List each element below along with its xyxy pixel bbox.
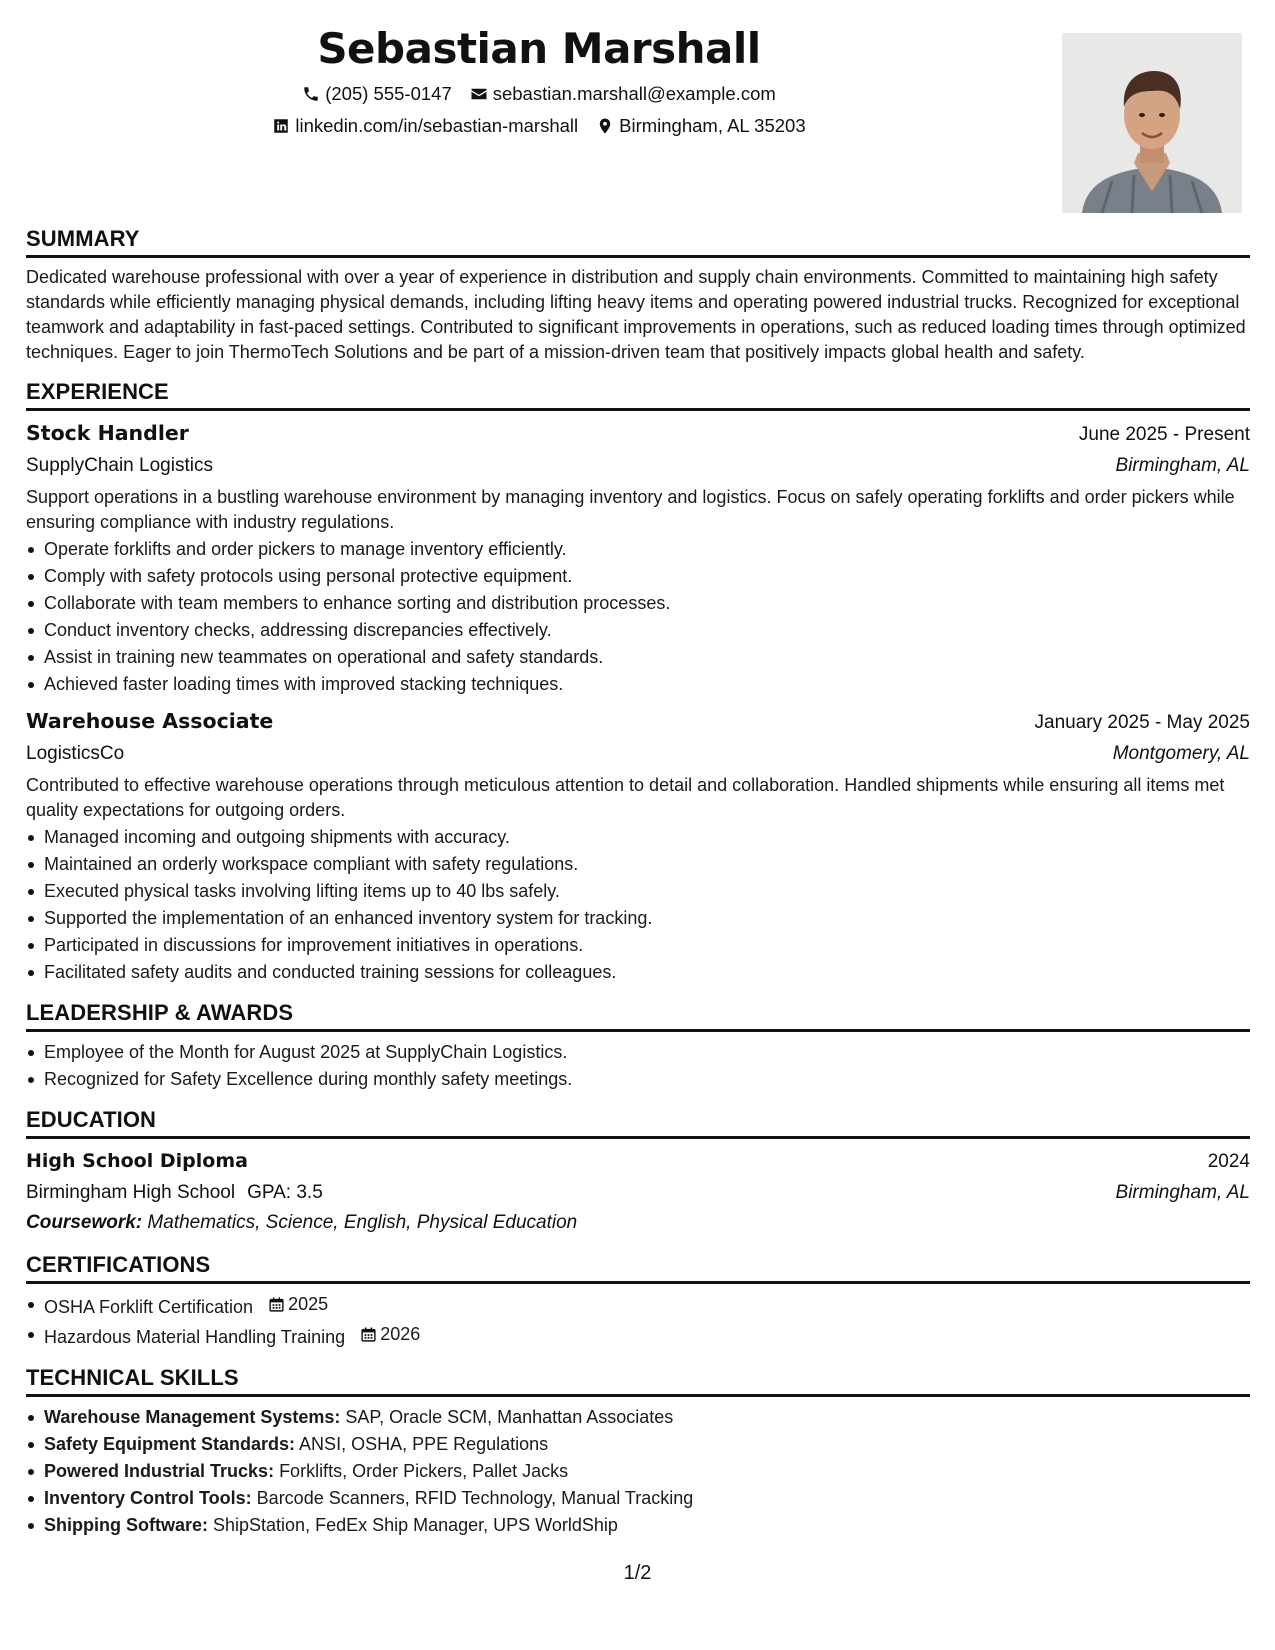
education-heading: EDUCATION	[26, 1105, 1250, 1139]
skill-value: SAP, Oracle SCM, Manhattan Associates	[340, 1407, 674, 1427]
job-company: SupplyChain Logistics	[26, 455, 213, 476]
leadership-list	[26, 1039, 1250, 1093]
list-item: Operate forklifts and order pickers to manage inventory efficiently.	[26, 536, 1250, 563]
job-company: LogisticsCo	[26, 743, 125, 764]
email-contact[interactable]	[470, 78, 776, 110]
calendar-icon	[268, 1296, 285, 1313]
list-item: Managed incoming and outgoing shipments with accuracy.	[26, 824, 1250, 851]
leadership-section	[26, 998, 1250, 1093]
job-description: Support operations in a bustling warehouse environment by managing inventory and logistics. Focus on safely operating forklifts and order pickers while ensuring compliance with industry regulations.	[26, 487, 1235, 532]
list-item: Facilitated safety audits and conducted training sessions for colleagues.	[26, 959, 1250, 986]
cert-name: Hazardous Material Handling Training	[44, 1327, 346, 1347]
list-item	[26, 1485, 1250, 1512]
phone-icon	[302, 85, 320, 103]
cert-name: OSHA Forklift Certification	[44, 1297, 254, 1317]
job-entry	[26, 706, 1250, 986]
skills-section	[26, 1363, 1250, 1539]
list-item	[26, 1321, 1250, 1351]
job-entry	[26, 418, 1250, 698]
location-text: Birmingham, AL 35203	[619, 115, 806, 136]
candidate-name: Sebastian Marshall	[317, 24, 761, 73]
summary-heading: SUMMARY	[26, 224, 1250, 258]
cert-date	[360, 1321, 420, 1348]
experience-heading: EXPERIENCE	[26, 377, 1250, 411]
job-title: Stock Handler	[26, 421, 189, 445]
calendar-icon	[360, 1326, 377, 1343]
list-item	[26, 1458, 1250, 1485]
list-item: Maintained an orderly workspace compliant with safety regulations.	[26, 851, 1250, 878]
portrait-illustration	[1062, 33, 1242, 213]
skill-label: Safety Equipment Standards:	[44, 1434, 296, 1454]
skill-value: Barcode Scanners, RFID Technology, Manual Tracking	[251, 1488, 694, 1508]
list-item: Comply with safety protocols using personal protective equipment.	[26, 563, 1250, 590]
list-item	[26, 1291, 1250, 1321]
profile-photo	[1062, 33, 1242, 213]
linkedin-contact[interactable]	[272, 110, 578, 142]
job-description: Contributed to effective warehouse operations through meticulous attention to detail and collaboration. Handled shipments while ensuring all items met quality expectations for outgoing orders.	[26, 775, 1225, 820]
list-item: Participated in discussions for improvement initiatives in operations.	[26, 932, 1250, 959]
phone-contact	[302, 78, 452, 110]
phone-text: (205) 555-0147	[325, 83, 452, 104]
cert-date	[268, 1291, 328, 1318]
cert-year: 2025	[288, 1294, 329, 1314]
summary-text: Dedicated warehouse professional with over a year of experience in distribution and supply chain environments. Committed to maintaining high safety standards while efficiently managing physical demands, including lifting heavy items and operating powered industrial trucks. Recognized for exceptional teamwork and adaptability in fast-paced settings. Contributed to significant improvements in operations, such as reduced loading times through optimized techniques. Eager to join ThermoTech Solutions and be part of a mission-driven team that positively impacts global health and safety.	[26, 267, 1246, 362]
map-marker-icon	[596, 117, 614, 135]
job-dates: June 2025 - Present	[1078, 424, 1250, 445]
skill-value: Forklifts, Order Pickers, Pallet Jacks	[274, 1461, 569, 1481]
coursework-text: Mathematics, Science, English, Physical Education	[142, 1212, 578, 1233]
contact-row-1	[26, 78, 1052, 110]
summary-section	[26, 224, 1250, 365]
list-item: Supported the implementation of an enhanced inventory system for tracking.	[26, 905, 1250, 932]
resume-body	[26, 224, 1250, 1551]
job-bullets	[26, 536, 1250, 698]
skill-label: Shipping Software:	[44, 1515, 208, 1535]
cert-year: 2026	[380, 1324, 421, 1344]
list-item: Executed physical tasks involving lifting items up to 40 lbs safely.	[26, 878, 1250, 905]
job-dates: January 2025 - May 2025	[1034, 712, 1250, 733]
list-item: Collaborate with team members to enhance sorting and distribution processes.	[26, 590, 1250, 617]
job-location: Montgomery, AL	[1112, 743, 1250, 764]
skills-heading: TECHNICAL SKILLS	[26, 1363, 1250, 1397]
list-item	[26, 1404, 1250, 1431]
list-item: Employee of the Month for August 2025 at SupplyChain Logistics.	[26, 1039, 1250, 1066]
skill-value: ANSI, OSHA, PPE Regulations	[295, 1434, 549, 1454]
page-number: 1/2	[623, 1562, 652, 1584]
list-item: Recognized for Safety Excellence during monthly safety meetings.	[26, 1066, 1250, 1093]
contact-row-2	[26, 110, 1052, 142]
school-name: Birmingham High School	[26, 1182, 236, 1203]
envelope-icon	[470, 85, 488, 103]
graduation-year: 2024	[1207, 1151, 1250, 1172]
experience-section	[26, 377, 1250, 986]
job-title: Warehouse Associate	[26, 709, 274, 733]
coursework-label: Coursework:	[26, 1212, 143, 1233]
list-item: Achieved faster loading times with improved stacking techniques.	[26, 671, 1250, 698]
location-contact	[596, 110, 805, 142]
degree-title: High School Diploma	[26, 1150, 248, 1172]
list-item: Assist in training new teammates on operational and safety standards.	[26, 644, 1250, 671]
skill-label: Inventory Control Tools:	[44, 1488, 252, 1508]
leadership-heading: LEADERSHIP & AWARDS	[26, 998, 1250, 1032]
certifications-list	[26, 1291, 1250, 1351]
certifications-section	[26, 1250, 1250, 1351]
linkedin-icon	[272, 117, 290, 135]
education-section	[26, 1105, 1250, 1238]
list-item	[26, 1431, 1250, 1458]
job-location: Birmingham, AL	[1115, 455, 1250, 476]
list-item: Conduct inventory checks, addressing discrepancies effectively.	[26, 617, 1250, 644]
coursework-line	[26, 1208, 1250, 1238]
list-item	[26, 1512, 1250, 1539]
school-location: Birmingham, AL	[1115, 1182, 1250, 1203]
resume-header	[26, 20, 1052, 142]
certifications-heading: CERTIFICATIONS	[26, 1250, 1250, 1284]
linkedin-text[interactable]: linkedin.com/in/sebastian-marshall	[295, 115, 579, 136]
skill-label: Powered Industrial Trucks:	[44, 1461, 275, 1481]
gpa-text: GPA: 3.5	[247, 1182, 323, 1203]
skill-label: Warehouse Management Systems:	[44, 1407, 341, 1427]
skills-list	[26, 1404, 1250, 1539]
job-bullets	[26, 824, 1250, 986]
school-line	[26, 1177, 323, 1208]
email-text[interactable]: sebastian.marshall@example.com	[492, 83, 776, 104]
skill-value: ShipStation, FedEx Ship Manager, UPS WorldShip	[208, 1515, 618, 1535]
